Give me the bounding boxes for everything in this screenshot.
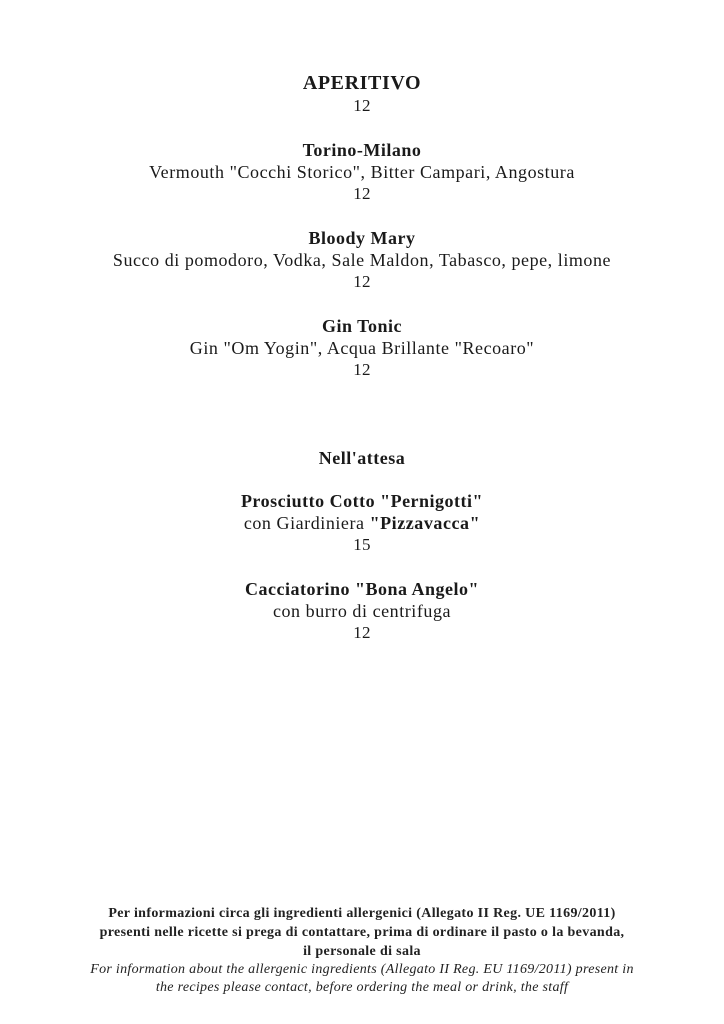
- item-description: con burro di centrifuga: [272, 601, 452, 621]
- item-price: 15: [353, 535, 371, 554]
- item-price: 12: [353, 623, 371, 642]
- item-price: 12: [353, 360, 371, 379]
- item-description: Gin "Om Yogin", Acqua Brillante "Recoaro": [189, 338, 535, 358]
- item-description: Vermouth "Cocchi Storico", Bitter Campari, Angostura: [149, 162, 575, 182]
- footer-it-line: presenti nelle ricette si prega di contattare, prima di ordinare il pasto o la bevanda,: [99, 925, 625, 940]
- item-description-text: con Giardiniera: [243, 513, 370, 533]
- section-price: 12: [353, 96, 371, 115]
- item-description-brand: "Pizzavacca": [369, 513, 481, 533]
- footer-it-line: il personale di sala: [303, 944, 421, 959]
- footer-it-line: Per informazioni circa gli ingredienti allergenici (Allegato II Reg. UE 1169/2011): [108, 906, 616, 921]
- item-description: Succo di pomodoro, Vodka, Sale Maldon, Tabasco, pepe, limone: [112, 250, 612, 270]
- section-title: APERITIVO: [302, 72, 422, 94]
- footer-en-line: the recipes please contact, before ordering the meal or drink, the staff: [155, 980, 569, 995]
- footer-en-line: For information about the allergenic ingredients (Allegato II Reg. EU 1169/2011) present in: [90, 962, 634, 977]
- item-description: [0, 512, 724, 534]
- item-name: Cacciatorino "Bona Angelo": [245, 579, 479, 599]
- waiting-section-title: Nell'attesa: [318, 448, 406, 468]
- item-name: Torino-Milano: [302, 140, 422, 160]
- item-name: Gin Tonic: [321, 316, 403, 336]
- item-price: 12: [353, 272, 371, 291]
- item-price: 12: [353, 184, 371, 203]
- item-name: Prosciutto Cotto "Pernigotti": [240, 491, 484, 511]
- item-name: Bloody Mary: [308, 228, 416, 248]
